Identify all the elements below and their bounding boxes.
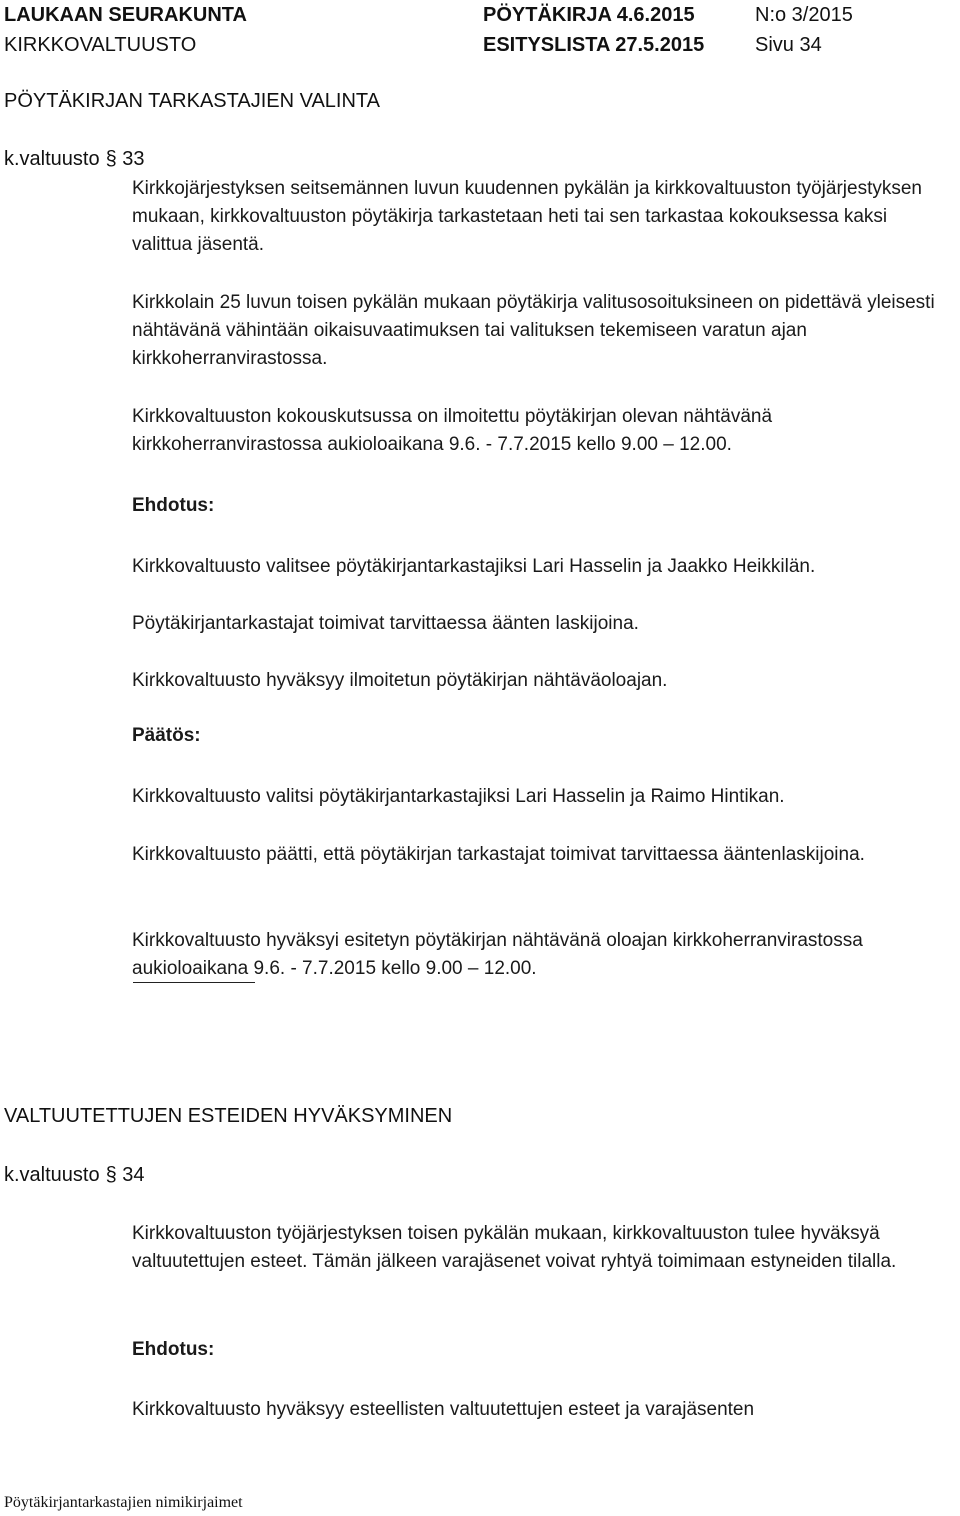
minutes-date: PÖYTÄKIRJA 4.6.2015 [483,4,695,26]
proposal-item: Kirkkovaltuusto hyväksyy esteellisten valtuutettujen esteet ja varajäsenten [132,1399,755,1420]
decision-item: Kirkkovaltuusto valitsi pöytäkirjantarkastajiksi Lari Hasselin ja Raimo Hintikan. [132,786,785,807]
paragraph-symbol: § [105,1164,117,1186]
decision-item: Kirkkovaltuusto päätti, että pöytäkirjan tarkastajat toimivat tarvittaessa ääntenlaskijoina. [132,844,865,865]
agenda-date: ESITYSLISTA 27.5.2015 [483,34,705,56]
body-name: KIRKKOVALTUUSTO [4,34,197,56]
section-reference-34 [4,1164,145,1187]
proposal-label: Ehdotus: [132,495,215,516]
decision-item: Kirkkovaltuusto hyväksyi esitetyn pöytäkirjan nähtävänä oloajan kirkkoherranvirastossa aukioloaikana 9.6. - 7.7.2015 kello 9.00 – 12.00. [132,930,863,979]
org-name: LAUKAAN SEURAKUNTA [4,4,247,26]
ref-number: 33 [122,148,145,170]
proposal-item: Pöytäkirjantarkastajat toimivat tarvittaessa äänten laskijoina. [132,613,639,634]
decision-label: Päätös: [132,725,201,746]
section-title-obstacles: VALTUUTETTUJEN ESTEIDEN HYVÄKSYMINEN [4,1105,453,1127]
paragraph-rules-of-procedure: Kirkkovaltuuston työjärjestyksen toisen pykälän mukaan, kirkkovaltuuston tulee hyväksyä valtuutettujen esteet. Tämän jälkeen varajäsenet voivat ryhtyä toimimaan estyneiden tilalla. [132,1223,897,1272]
paragraph-symbol: § [105,148,117,170]
footer-initials: Pöytäkirjantarkastajien nimikirjaimet [4,1494,243,1511]
section-end-rule [133,982,255,983]
ref-prefix: k.valtuusto [4,1164,100,1186]
proposal-label: Ehdotus: [132,1339,215,1360]
ref-prefix: k.valtuusto [4,148,100,170]
paragraph-church-law: Kirkkolain 25 luvun toisen pykälän mukaan pöytäkirja valitusosoituksineen on pidettävä yleisesti nähtävänä vähintään oikaisuvaatimuksen tai valituksen tekemiseen varatun ajan kirkkoherranvirastossa. [132,292,935,369]
paragraph-church-order: Kirkkojärjestyksen seitsemännen luvun kuudennen pykälän ja kirkkovaltuuston työjärjestyksen mukaan, kirkkovaltuuston pöytäkirja tarkastetaan heti tai sen tarkastaa kokouksessa kaksi valittua jäsentä. [132,178,922,255]
document-number: N:o 3/2015 [755,4,853,26]
proposal-item: Kirkkovaltuusto valitsee pöytäkirjantarkastajiksi Lari Hasselin ja Jaakko Heikkilän. [132,556,816,577]
ref-number: 34 [122,1164,145,1186]
section-reference-33 [4,148,145,171]
section-title-inspectors: PÖYTÄKIRJAN TARKASTAJIEN VALINTA [4,90,381,112]
proposal-item: Kirkkovaltuusto hyväksyy ilmoitetun pöytäkirjan nähtäväoloajan. [132,670,668,691]
paragraph-meeting-notice: Kirkkovaltuuston kokouskutsussa on ilmoitettu pöytäkirjan olevan nähtävänä kirkkoherranvirastossa aukioloaikana 9.6. - 7.7.2015 kello 9.00 – 12.00. [132,406,773,455]
page-number: Sivu 34 [755,34,822,56]
